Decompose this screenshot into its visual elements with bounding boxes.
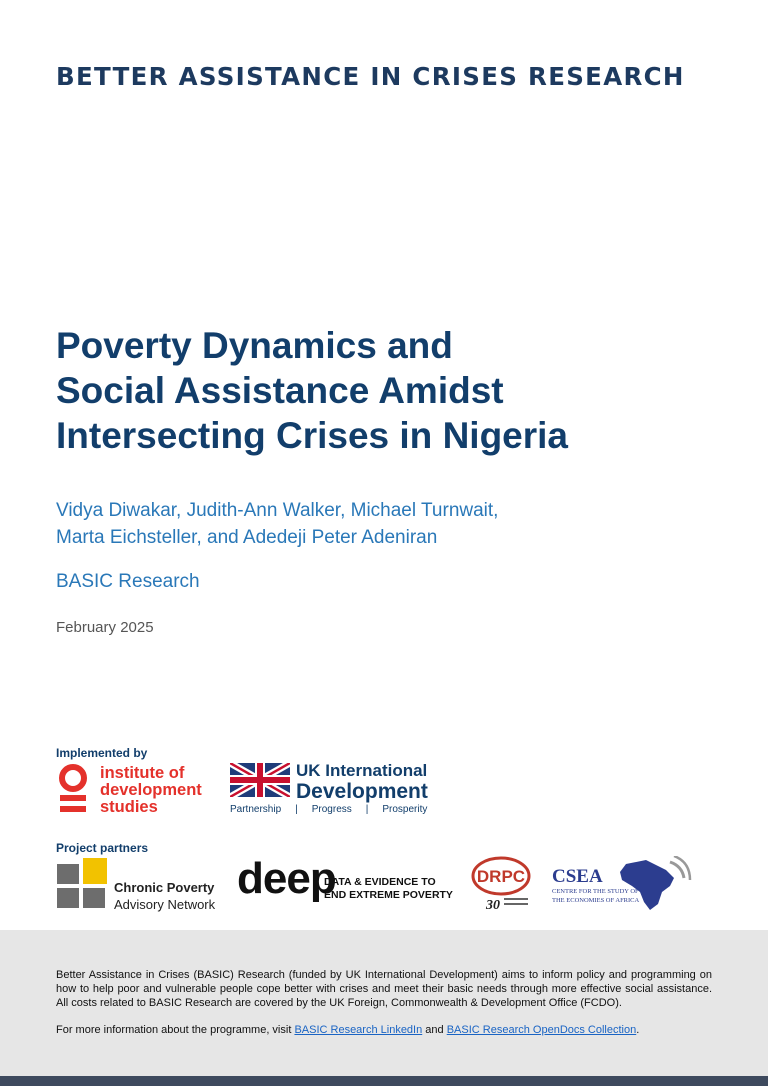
ids-line: development: [100, 781, 202, 799]
footer-more-prefix: For more information about the programme, visit: [56, 1024, 295, 1036]
cpan-logo-line2: Advisory Network: [114, 897, 216, 912]
csea-logo-sub2: THE ECONOMIES OF AFRICA: [552, 897, 640, 904]
africa-map-icon: [612, 856, 692, 912]
deep-logo-word: deep: [237, 854, 336, 903]
tag-word: Partnership: [230, 804, 282, 815]
uk-logo-line1: UK International: [296, 761, 428, 780]
footer-description: Better Assistance in Crises (BASIC) Research (funded by UK International Development) aims to inform policy and programming on how to help poor and vulnerable people cope better with crises and meet their basic needs through more effective social assistance. All costs related to BASIC Research are covered by the UK Foreign, Commonwealth & Development Office (FCDO).: [56, 969, 712, 1009]
uk-logo-tagline: [230, 804, 427, 815]
authors-line: Marta Eichsteller, and Adedeji Peter Adeniran: [56, 527, 438, 548]
authors-line: Vidya Diwakar, Judith-Ann Walker, Michael Turnwait,: [56, 500, 499, 521]
series-title: BETTER ASSISTANCE IN CRISES RESEARCH: [56, 62, 685, 91]
cpan-logo-icon: [57, 858, 109, 910]
tag-word: Progress: [311, 804, 352, 815]
footer-suffix: .: [636, 1024, 640, 1036]
project-partners-label: Project partners: [56, 841, 149, 855]
tag-separator: |: [365, 804, 369, 815]
bottom-bar: [0, 1076, 768, 1086]
linkedin-link[interactable]: BASIC Research LinkedIn: [294, 1024, 423, 1036]
title-line: Poverty Dynamics and: [56, 325, 453, 366]
title-line: Intersecting Crises in Nigeria: [56, 415, 569, 456]
ids-line: studies: [100, 798, 158, 816]
uk-flag-icon: [230, 763, 290, 797]
csea-logo-word: CSEA: [552, 866, 603, 887]
footer-and: and: [422, 1024, 447, 1036]
uk-logo-line2: Development: [296, 780, 428, 803]
footer-more-info: [56, 1024, 639, 1036]
title-line: Social Assistance Amidst: [56, 370, 504, 411]
report-title: [56, 323, 568, 458]
ids-line: institute of: [100, 764, 185, 782]
tag-separator: |: [295, 804, 298, 815]
deep-logo-line2: END EXTREME POVERTY: [324, 889, 453, 901]
publication-date: February 2025: [56, 619, 154, 636]
opendocs-link[interactable]: BASIC Research OpenDocs Collection: [446, 1024, 637, 1036]
deep-logo-line1: DATA & EVIDENCE TO: [324, 876, 436, 888]
implemented-by-label: Implemented by: [56, 746, 148, 760]
tag-word: Prosperity: [382, 804, 428, 815]
ids-logo-text: [100, 765, 202, 816]
authors: [56, 497, 498, 551]
organization: BASIC Research: [56, 571, 200, 592]
drpc-logo-icon: [470, 854, 532, 912]
drpc-logo-number: 30: [486, 898, 500, 912]
ids-logo-icon: [56, 764, 90, 816]
drpc-logo-text: DRPC: [476, 867, 526, 886]
cpan-logo-line1: Chronic Poverty: [114, 880, 215, 895]
csea-logo-sub1: CENTRE FOR THE STUDY OF: [552, 888, 639, 895]
